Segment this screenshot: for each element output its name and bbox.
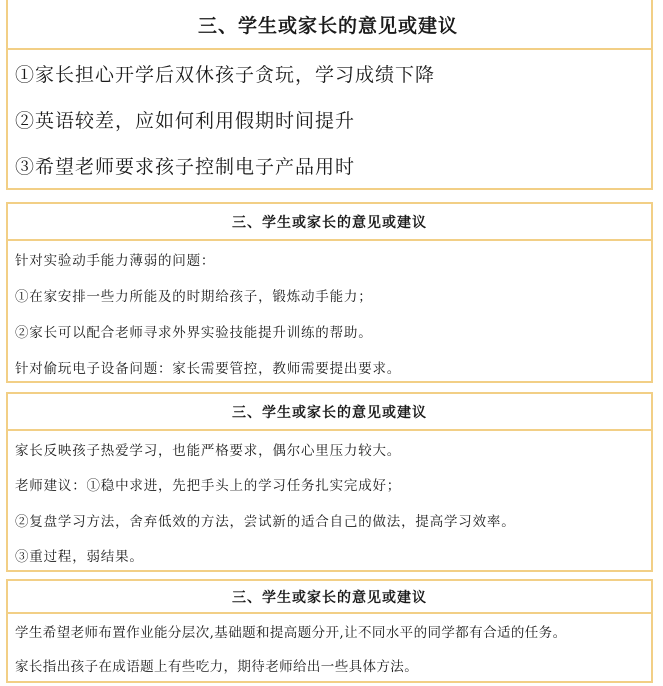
section-line: 针对实验动手能力薄弱的问题： xyxy=(15,253,216,269)
feedback-section-4 xyxy=(6,579,653,683)
section-title: 三、学生或家长的意见或建议 xyxy=(8,0,651,50)
section-line: ①在家安排一些力所能及的时期给孩子，锻炼动手能力； xyxy=(15,289,373,305)
section-line: ③希望老师要求孩子控制电子产品用时 xyxy=(15,155,356,178)
section-title: 三、学生或家长的意见或建议 xyxy=(8,581,651,614)
section-line: 家长指出孩子在成语题上有些吃力，期待老师给出一些具体方法。 xyxy=(15,659,419,675)
section-line: 家长反映孩子热爱学习，也能严格要求，偶尔心里压力较大。 xyxy=(15,442,402,459)
section-title: 三、学生或家长的意见或建议 xyxy=(8,204,651,241)
section-line: ②复盘学习方法，舍弃低效的方法，尝试新的适合自己的做法，提高学习效率。 xyxy=(15,513,516,530)
feedback-section-2 xyxy=(6,202,653,383)
feedback-section-3 xyxy=(6,392,653,572)
section-line: ③重过程，弱结果。 xyxy=(15,549,144,566)
feedback-section-1 xyxy=(6,0,653,190)
section-line: 针对偷玩电子设备问题：家长需要管控，教师需要提出要求。 xyxy=(15,361,402,377)
section-line: ②英语较差，应如何利用假期时间提升 xyxy=(15,109,356,132)
section-title: 三、学生或家长的意见或建议 xyxy=(8,394,651,431)
section-line: ①家长担心开学后双休孩子贪玩，学习成绩下降 xyxy=(15,63,436,86)
section-line: ②家长可以配合老师寻求外界实验技能提升训练的帮助。 xyxy=(15,325,373,341)
section-line: 学生希望老师布置作业能分层次,基础题和提高题分开,让不同水平的同学都有合适的任务。 xyxy=(15,625,567,641)
section-line: 老师建议：①稳中求进，先把手头上的学习任务扎实完成好； xyxy=(15,478,402,495)
